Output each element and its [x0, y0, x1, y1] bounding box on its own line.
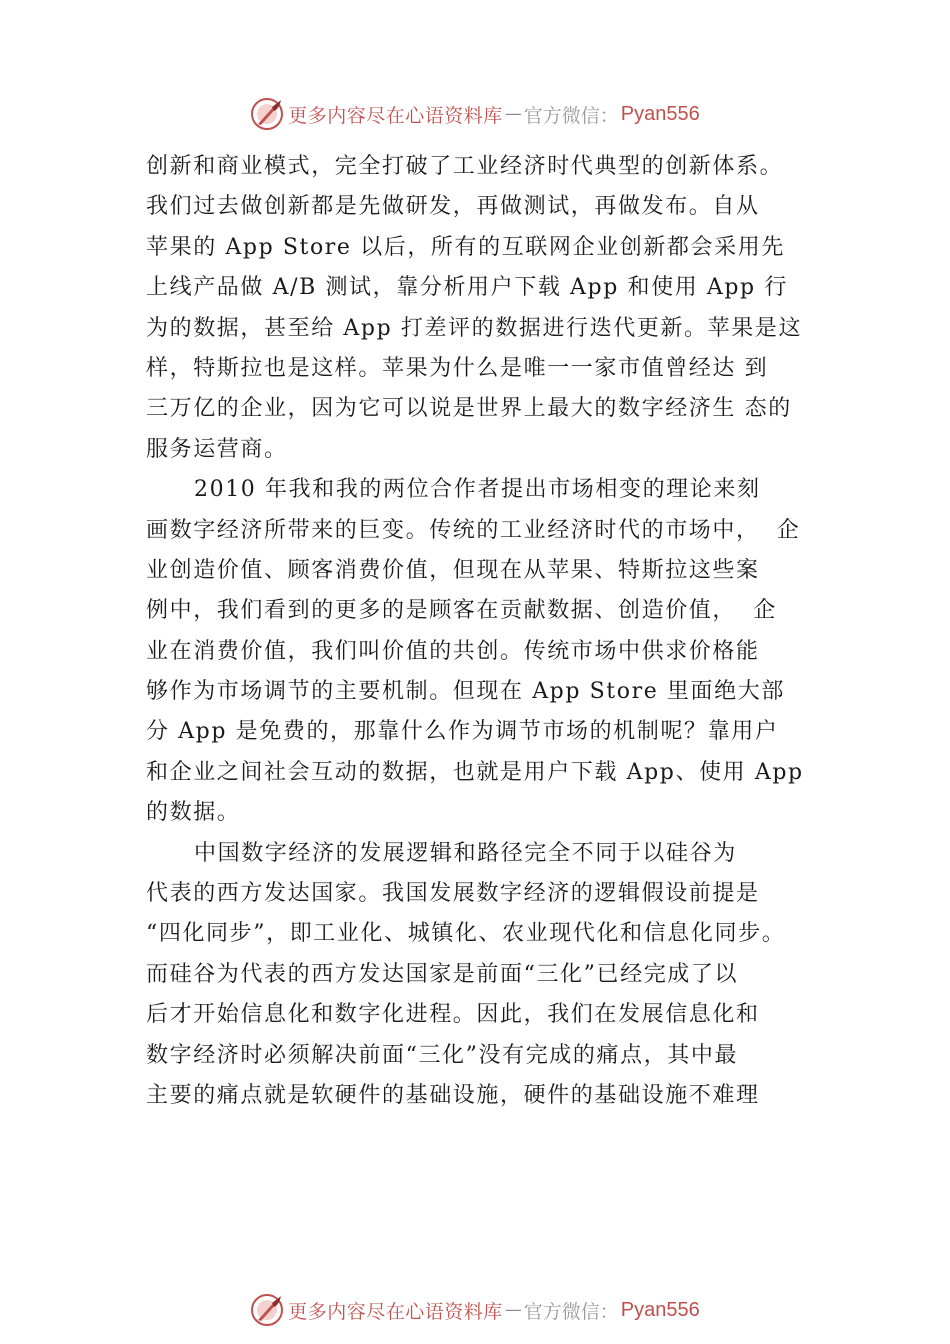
text-line: 后才开始信息化和数字化进程。因此，我们在发展信息化和	[146, 1002, 760, 1028]
text-line: 够作为市场调节的主要机制。但现在 App Store 里面绝大部	[146, 679, 785, 705]
text-line: 业创造价值、顾客消费价值，但现在从苹果、特斯拉这些案	[146, 557, 760, 583]
text-line: 苹果的 App Store 以后，所有的互联网企业创新都会采用先	[146, 234, 785, 260]
text-line: 分 App 是免费的，那靠什么作为调节市场的机制呢？靠用户	[146, 719, 779, 745]
text-line: 而硅谷为代表的西方发达国家是前面“三化”已经完成了以	[146, 961, 739, 987]
text-line: 业在消费价值，我们叫价值的共创。传统市场中供求价格能	[146, 638, 760, 664]
banner-wechat-label: 官方微信：	[523, 104, 619, 127]
footer-banner	[0, 1290, 950, 1330]
text-line: 创新和商业模式，完全打破了工业经济时代典型的创新体系。	[146, 154, 784, 179]
paragraph-start-line: 中国数字经济的发展逻辑和路径完全不同于以硅谷为	[194, 840, 737, 866]
banner-main-text: 更多内容尽在心语资料库	[288, 1300, 503, 1323]
paragraph-start-line: 2010 年我和我的两位合作者提出市场相变的理论来刻	[194, 477, 761, 503]
text-line: 画数字经济所带来的巨变。传统的工业经济时代的市场中， 企	[146, 517, 801, 543]
text-line: 三万亿的企业，因为它可以说是世界上最大的数字经济生 态的	[146, 396, 792, 422]
banner-main-text: 更多内容尽在心语资料库	[288, 104, 503, 127]
quill-logo-icon	[250, 97, 284, 131]
text-line: 样，特斯拉也是这样。苹果为什么是唯一一家市值曾经达 到	[146, 355, 769, 381]
header-banner	[0, 94, 950, 134]
banner-wechat-id: Pyan556	[620, 102, 700, 125]
text-line: 代表的西方发达国家。我国发展数字经济的逻辑假设前提是	[146, 881, 760, 907]
banner-wechat-id: Pyan556	[620, 1298, 700, 1321]
text-line: 我们过去做创新都是先做研发，再做测试，再做发布。自从	[146, 194, 760, 220]
banner-separator: —	[504, 1300, 522, 1320]
quill-logo-icon	[250, 1293, 284, 1327]
text-line: 上线产品做 A/B 测试，靠分析用户下载 App 和使用 App 行	[146, 275, 788, 301]
banner-wechat-label: 官方微信：	[523, 1300, 619, 1323]
text-line: 主要的痛点就是软硬件的基础设施，硬件的基础设施不难理	[146, 1082, 760, 1108]
text-line: 的数据。	[146, 800, 241, 826]
document-body	[146, 147, 836, 1116]
text-line: 服务运营商。	[146, 436, 288, 462]
text-line: 数字经济时必须解决前面“三化”没有完成的痛点，其中最	[146, 1042, 739, 1068]
text-line: 为的数据，甚至给 App 打差评的数据进行迭代更新。苹果是这	[146, 315, 803, 341]
text-line: 和企业之间社会互动的数据，也就是用户下载 App、使用 App	[146, 759, 804, 785]
banner-separator: —	[504, 104, 522, 124]
text-line: “四化同步”，即工业化、城镇化、农业现代化和信息化同步。	[146, 921, 786, 947]
text-line: 例中，我们看到的更多的是顾客在贡献数据、创造价值， 企	[146, 598, 777, 624]
